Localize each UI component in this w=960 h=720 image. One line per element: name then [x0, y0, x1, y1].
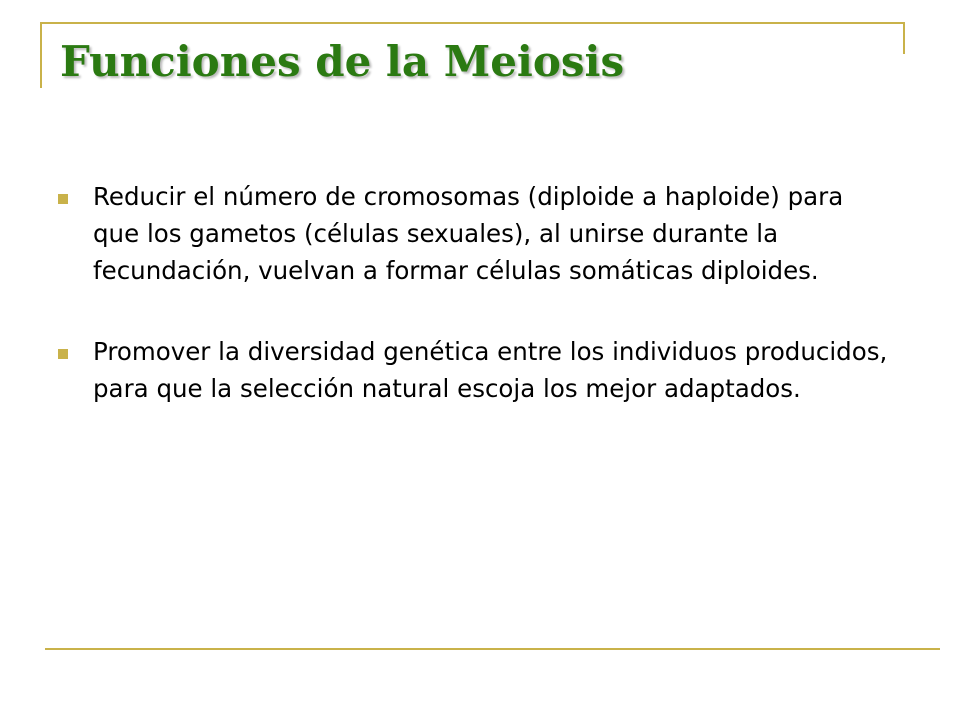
bullet-item — [58, 333, 898, 407]
frame-right-line — [903, 22, 905, 54]
bullet-text: Reducir el número de cromosomas (diploide a haploide) para que los gametos (células sexuales), al unirse durante la fecundación, vuelvan a formar células somáticas diploides. — [93, 182, 844, 285]
slide-title: Funciones de la Meiosis — [60, 37, 625, 86]
frame-top-line — [40, 22, 905, 24]
bullet-text: Promover la diversidad genética entre los individuos producidos, para que la selección natural escoja los mejor adaptados. — [93, 337, 888, 403]
bullet-item — [58, 178, 898, 289]
frame-left-line — [40, 22, 42, 88]
square-bullet-icon — [58, 349, 68, 359]
frame-bottom-line — [45, 648, 940, 650]
square-bullet-icon — [58, 194, 68, 204]
bullet-list — [58, 178, 898, 451]
